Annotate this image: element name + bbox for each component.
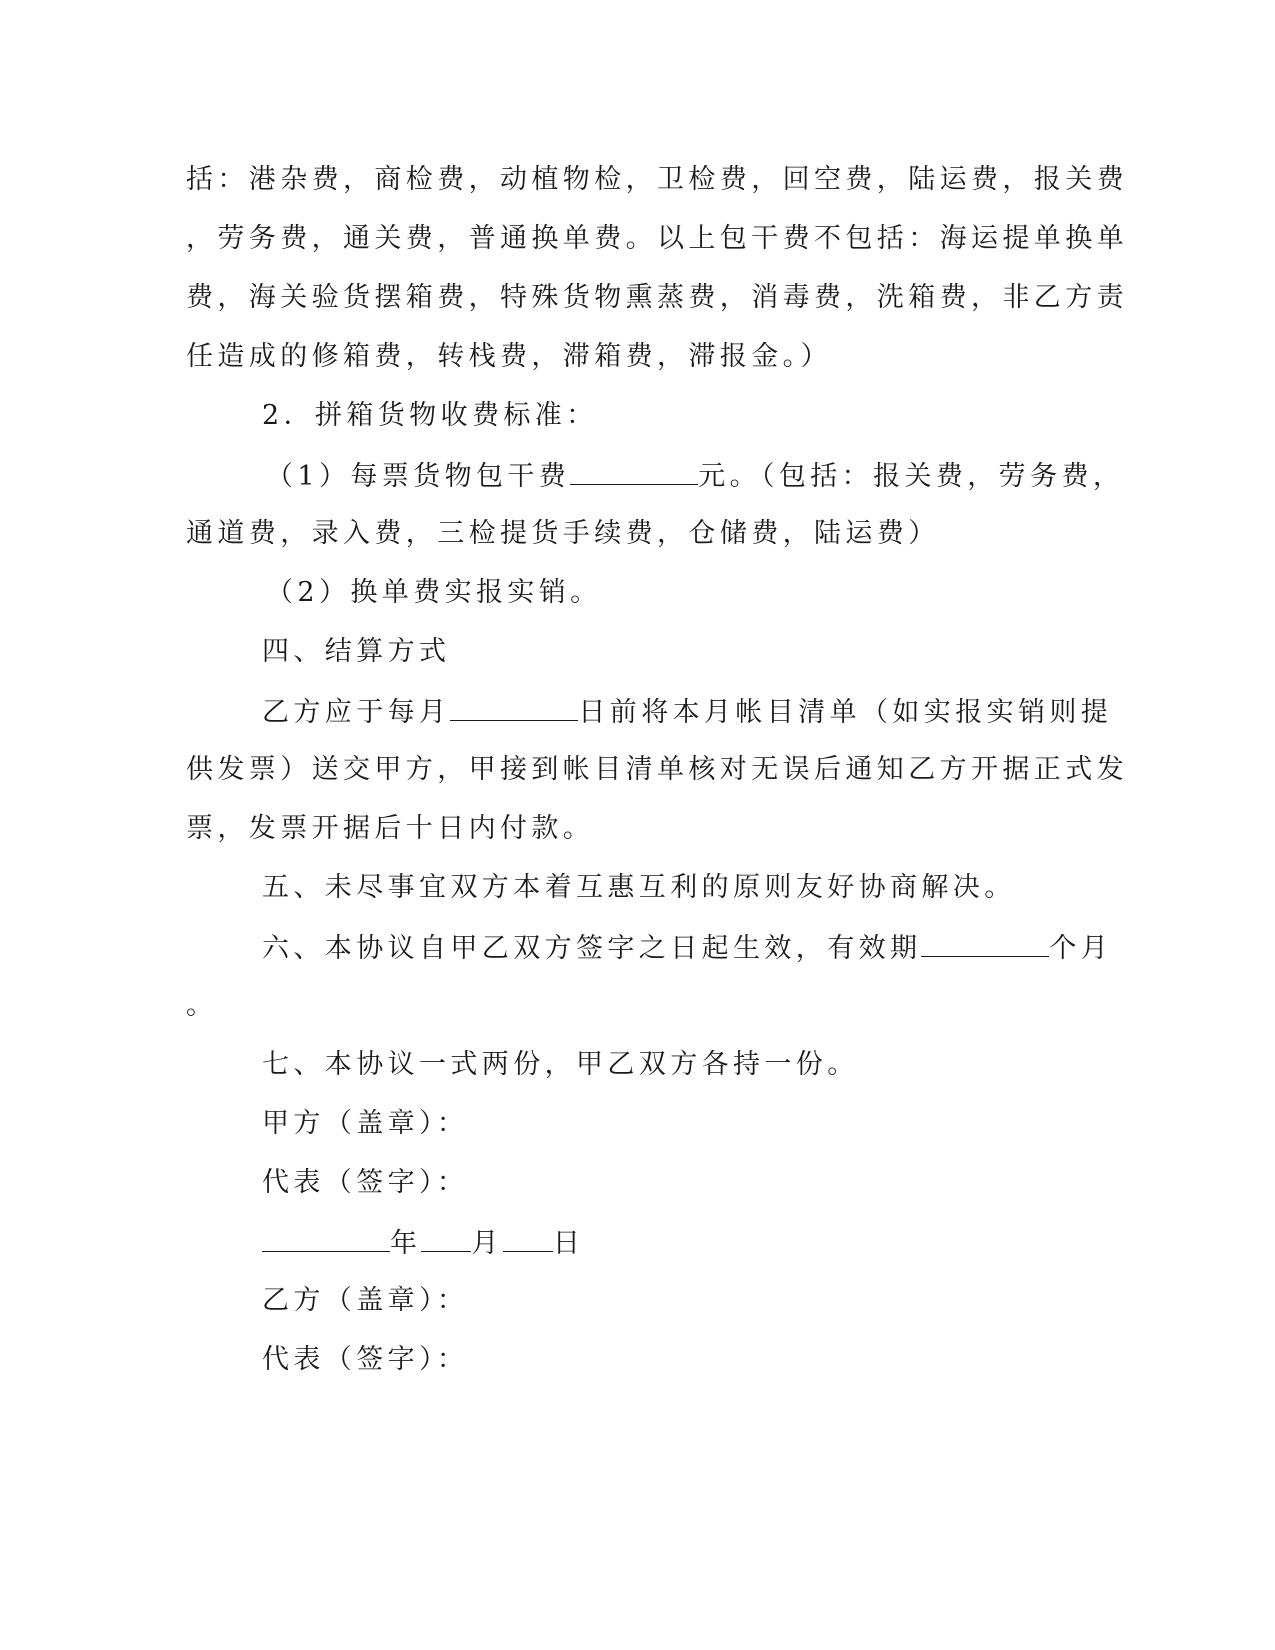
signature-label-representative-a: 代表（签字）：: [262, 1167, 469, 1198]
day-label: 日: [552, 1228, 585, 1259]
fill-in-blank[interactable]: [921, 930, 1049, 957]
text-segment: 乙方应于每月: [262, 697, 451, 728]
year-blank[interactable]: [262, 1225, 390, 1252]
month-label: 月: [471, 1228, 503, 1259]
text-segment: 六、本协议自甲乙双方签字之日起生效，有效期: [262, 933, 922, 964]
text-segment: 个月: [1049, 933, 1113, 964]
text-line: 括：港杂费，商检费，动植物检，卫检费，回空费，陆运费，报关费: [186, 164, 1128, 195]
text-line: 通道费，录入费，三检提货手续费，仓储费，陆运费）: [186, 518, 940, 549]
text-line: 票，发票开据后十日内付款。: [186, 813, 595, 844]
text-segment: 日前将本月帐目清单（如实报实销则提: [578, 697, 1113, 728]
text-segment: （1）每票货物包干费: [266, 461, 571, 492]
text-line: 供发票）送交甲方，甲接到帐目清单核对无误后通知乙方开据正式发: [186, 754, 1128, 785]
text-line: 。: [186, 990, 218, 1021]
text-segment: 元。（包括：报关费，劳务费，: [698, 461, 1125, 492]
text-line: [266, 458, 1124, 494]
text-line: 任造成的修箱费，转栈费，滞箱费，滞报金。）: [186, 341, 832, 372]
signature-label-party-b: 乙方（盖章）：: [262, 1285, 469, 1316]
text-line: [262, 930, 1112, 966]
month-blank[interactable]: [421, 1225, 471, 1252]
day-blank[interactable]: [503, 1225, 553, 1252]
text-line: 费，海关验货摆箱费，特殊货物熏蒸费，消毒费，洗箱费，非乙方责: [186, 282, 1128, 313]
text-line: 2．拼箱货物收费标准：: [262, 400, 598, 431]
section-heading: 七、本协议一式两份，甲乙双方各持一份。: [262, 1049, 859, 1080]
signature-label-representative-b: 代表（签字）：: [262, 1344, 469, 1375]
section-heading: 五、未尽事宜双方本着互惠互利的原则友好协商解决。: [262, 872, 1016, 903]
year-label: 年: [390, 1228, 422, 1259]
date-line: [262, 1225, 584, 1261]
text-line: ，劳务费，通关费，普通换单费。以上包干费不包括：海运提单换单: [186, 223, 1128, 254]
fill-in-blank[interactable]: [570, 458, 698, 485]
section-heading: 四、结算方式: [262, 636, 451, 667]
text-line: [262, 694, 1112, 730]
signature-label-party-a: 甲方（盖章）：: [262, 1108, 469, 1139]
text-line: （2）换单费实报实销。: [266, 577, 602, 608]
fill-in-blank[interactable]: [450, 694, 578, 721]
